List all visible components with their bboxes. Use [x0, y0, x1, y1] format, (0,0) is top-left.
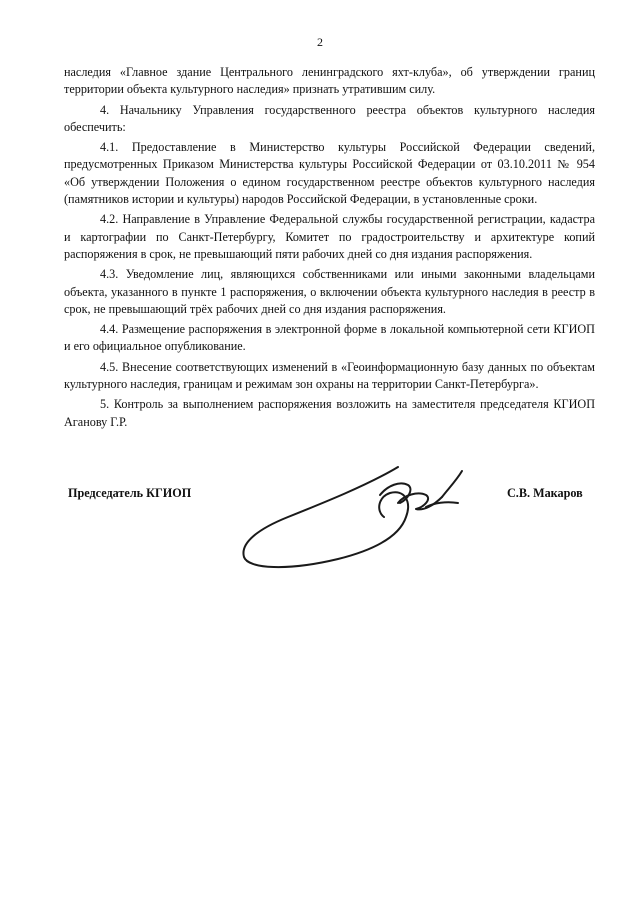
paragraph-item-4-4: 4.4. Размещение распоряжения в электронной форме в локальной компьютерной сети КГИОП и его официальное опубликование.	[64, 322, 595, 354]
handwritten-signature	[228, 455, 478, 575]
signer-name: С.В. Макаров	[507, 486, 583, 500]
paragraph-item-4-2: 4.2. Направление в Управление Федеральной службы государственной регистрации, кадастра и картографии по Санкт-Петербургу, Комитет по градостроительству и архитектуре копий распоряжения в срок, не превышающий пяти рабочих дней со дня издания распоряжения.	[64, 212, 595, 261]
paragraph-item-4-1: 4.1. Предоставление в Министерство культуры Российской Федерации сведений, предусмотренных Приказом Министерства культуры Российской Федерации от 03.10.2011 № 954 «Об утверждении Положения о едином государственном реестре объектов культурного наследия (памятников истории и культуры) народов Российской Федерации, в установленные сроки.	[64, 140, 595, 207]
signer-title: Председатель КГИОП	[68, 486, 192, 500]
paragraph-item-4-3: 4.3. Уведомление лиц, являющихся собственниками или иными законными владельцами объекта, указанного в пункте 1 распоряжения, о включении объекта культурного наследия в реестр в срок, не превышающий трёх рабочих дней со дня издания распоряжения.	[64, 267, 595, 316]
page-number: 2	[317, 35, 323, 49]
paragraph-item-4: 4. Начальнику Управления государственного реестра объектов культурного наследия обеспечить:	[64, 102, 595, 134]
paragraph-item-5: 5. Контроль за выполнением распоряжения возложить на заместителя председателя КГИОП Аганову Г.Р.	[64, 397, 595, 429]
paragraph-continuation: наследия «Главное здание Центрального ленинградского яхт-клуба», об утверждении границ территории объекта культурного наследия» признать утратившим силу.	[64, 65, 595, 97]
document-body	[64, 64, 595, 431]
paragraph-item-4-5: 4.5. Внесение соответствующих изменений в «Геоинформационную базу данных по объектам культурного наследия, границам и режимам зон охраны на территории Санкт-Петербурга».	[64, 359, 595, 392]
